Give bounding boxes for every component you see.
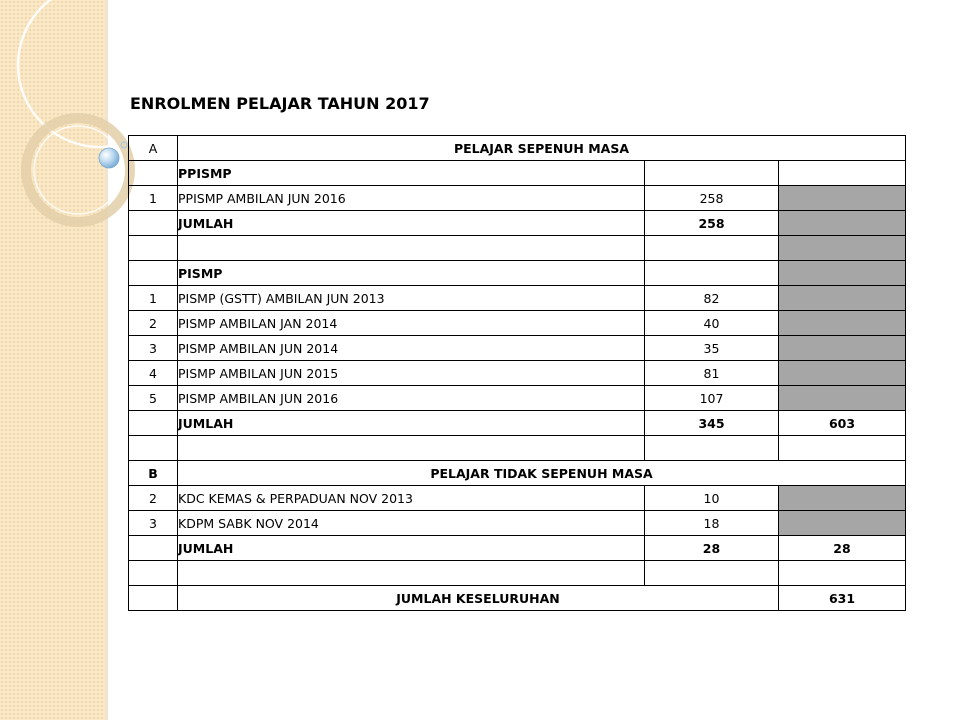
student-count: 18 xyxy=(645,511,779,536)
table-row xyxy=(129,386,906,411)
page-title: ENROLMEN PELAJAR TAHUN 2017 xyxy=(130,94,430,113)
student-count: 107 xyxy=(645,386,779,411)
group-heading-row xyxy=(129,161,906,186)
student-count: 35 xyxy=(645,336,779,361)
subtotal-row xyxy=(129,536,906,561)
row-number: 1 xyxy=(129,186,178,211)
programme-name: PISMP (GSTT) AMBILAN JUN 2013 xyxy=(178,286,645,311)
subtotal-value: 258 xyxy=(645,211,779,236)
student-count: 10 xyxy=(645,486,779,511)
section-heading: PELAJAR SEPENUH MASA xyxy=(178,136,906,161)
student-count: 258 xyxy=(645,186,779,211)
section-letter: B xyxy=(129,461,178,486)
subtotal-label: JUMLAH xyxy=(178,211,645,236)
row-number: 2 xyxy=(129,311,178,336)
subtotal-value: 345 xyxy=(645,411,779,436)
section-total-value: 28 xyxy=(779,536,906,561)
programme-name: PISMP AMBILAN JUN 2015 xyxy=(178,361,645,386)
group-heading: PISMP xyxy=(178,261,645,286)
subtotal-row xyxy=(129,411,906,436)
subtotal-row xyxy=(129,211,906,236)
row-number: 4 xyxy=(129,361,178,386)
table-row xyxy=(129,311,906,336)
programme-name: PPISMP AMBILAN JUN 2016 xyxy=(178,186,645,211)
blank-row xyxy=(129,436,906,461)
section-total-value: 603 xyxy=(779,411,906,436)
table-row xyxy=(129,186,906,211)
section-heading: PELAJAR TIDAK SEPENUH MASA xyxy=(178,461,906,486)
programme-name: KDPM SABK NOV 2014 xyxy=(178,511,645,536)
student-count: 82 xyxy=(645,286,779,311)
shaded-cell xyxy=(779,336,906,361)
grand-total-row xyxy=(129,586,906,611)
table-row xyxy=(129,486,906,511)
blank-row xyxy=(129,236,906,261)
grand-total-label: JUMLAH KESELURUHAN xyxy=(178,586,779,611)
row-number: 3 xyxy=(129,336,178,361)
row-number: 1 xyxy=(129,286,178,311)
shaded-cell xyxy=(779,236,906,261)
section-b-header-row xyxy=(129,461,906,486)
grand-total-value: 631 xyxy=(779,586,906,611)
student-count: 40 xyxy=(645,311,779,336)
programme-name: PISMP AMBILAN JUN 2016 xyxy=(178,386,645,411)
table-row xyxy=(129,336,906,361)
shaded-cell xyxy=(779,311,906,336)
row-number: 5 xyxy=(129,386,178,411)
table-row xyxy=(129,286,906,311)
enrolment-table xyxy=(128,135,906,611)
programme-name: PISMP AMBILAN JUN 2014 xyxy=(178,336,645,361)
section-letter: A xyxy=(129,136,178,161)
section-a-header-row xyxy=(129,136,906,161)
shaded-cell xyxy=(779,386,906,411)
table-row xyxy=(129,511,906,536)
shaded-cell xyxy=(779,286,906,311)
group-heading: PPISMP xyxy=(178,161,645,186)
subtotal-value: 28 xyxy=(645,536,779,561)
table-row xyxy=(129,361,906,386)
row-number: 2 xyxy=(129,486,178,511)
programme-name: KDC KEMAS & PERPADUAN NOV 2013 xyxy=(178,486,645,511)
subtotal-label: JUMLAH xyxy=(178,411,645,436)
shaded-cell xyxy=(779,211,906,236)
group-heading-row xyxy=(129,261,906,286)
shaded-cell xyxy=(779,186,906,211)
shaded-cell xyxy=(779,361,906,386)
student-count: 81 xyxy=(645,361,779,386)
row-number: 3 xyxy=(129,511,178,536)
decorative-rings xyxy=(0,0,140,260)
subtotal-label: JUMLAH xyxy=(178,536,645,561)
shaded-cell xyxy=(779,511,906,536)
programme-name: PISMP AMBILAN JAN 2014 xyxy=(178,311,645,336)
shaded-cell xyxy=(779,486,906,511)
shaded-cell xyxy=(779,261,906,286)
blank-row xyxy=(129,561,906,586)
